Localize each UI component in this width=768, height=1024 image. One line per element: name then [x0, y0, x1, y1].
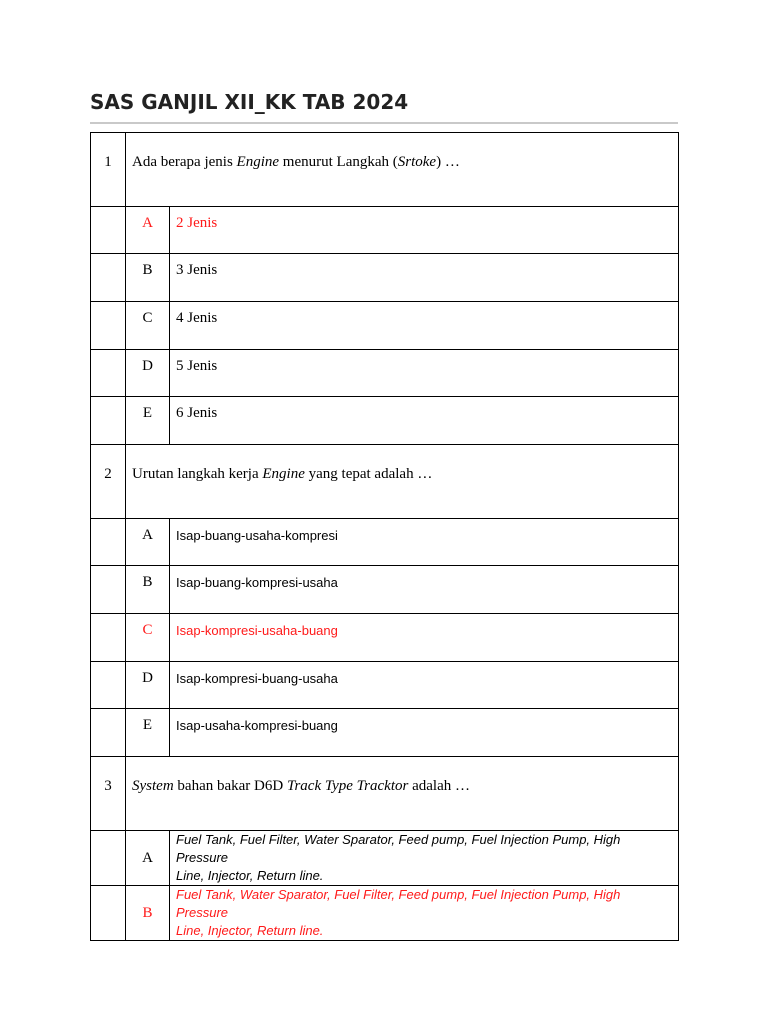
question-text: Urutan langkah kerja Engine yang tepat adalah … — [126, 445, 679, 519]
option-text: Isap-usaha-kompresi-buang — [170, 709, 679, 757]
question-table — [90, 132, 679, 941]
option-spacer — [91, 566, 126, 614]
question-text: Ada berapa jenis Engine menurut Langkah (Srtoke) … — [126, 133, 679, 207]
option-letter: A — [126, 519, 170, 566]
option-row — [91, 254, 679, 302]
option-letter: E — [126, 397, 170, 445]
option-letter: E — [126, 709, 170, 757]
option-row — [91, 397, 679, 445]
question-number: 3 — [91, 757, 126, 831]
option-text: 5 Jenis — [170, 350, 679, 397]
option-spacer — [91, 350, 126, 397]
question-number: 2 — [91, 445, 126, 519]
question-text: System bahan bakar D6D Track Type Tracktor adalah … — [126, 757, 679, 831]
question-row — [91, 133, 679, 207]
option-text: Isap-kompresi-usaha-buang — [170, 614, 679, 662]
option-row — [91, 709, 679, 757]
option-text: 6 Jenis — [170, 397, 679, 445]
option-text: 4 Jenis — [170, 302, 679, 350]
option-text: Isap-buang-kompresi-usaha — [170, 566, 679, 614]
option-spacer — [91, 207, 126, 254]
option-spacer — [91, 614, 126, 662]
option-spacer — [91, 831, 126, 886]
option-letter: B — [126, 886, 170, 941]
question-number: 1 — [91, 133, 126, 207]
option-spacer — [91, 886, 126, 941]
option-letter: A — [126, 207, 170, 254]
option-letter: B — [126, 566, 170, 614]
option-row — [91, 207, 679, 254]
option-spacer — [91, 397, 126, 445]
option-row — [91, 519, 679, 566]
option-letter: C — [126, 614, 170, 662]
option-text: 3 Jenis — [170, 254, 679, 302]
option-row — [91, 614, 679, 662]
option-letter: D — [126, 662, 170, 709]
option-text: Fuel Tank, Water Sparator, Fuel Filter, Feed pump, Fuel Injection Pump, High Pressure Line, Injector, Return line. — [170, 886, 679, 941]
option-text: Fuel Tank, Fuel Filter, Water Sparator, Feed pump, Fuel Injection Pump, High Pressure Line, Injector, Return line. — [170, 831, 679, 886]
option-spacer — [91, 519, 126, 566]
question-row — [91, 445, 679, 519]
title-divider — [90, 122, 678, 124]
option-letter: B — [126, 254, 170, 302]
option-letter: C — [126, 302, 170, 350]
option-row — [91, 566, 679, 614]
option-row — [91, 350, 679, 397]
option-row — [91, 831, 679, 886]
option-text: 2 Jenis — [170, 207, 679, 254]
option-spacer — [91, 254, 126, 302]
option-spacer — [91, 302, 126, 350]
option-spacer — [91, 709, 126, 757]
option-row — [91, 662, 679, 709]
question-row — [91, 757, 679, 831]
option-letter: A — [126, 831, 170, 886]
option-letter: D — [126, 350, 170, 397]
option-row — [91, 302, 679, 350]
document-title: SAS GANJIL XII_KK TAB 2024 — [90, 90, 409, 114]
option-text: Isap-buang-usaha-kompresi — [170, 519, 679, 566]
option-text: Isap-kompresi-buang-usaha — [170, 662, 679, 709]
option-spacer — [91, 662, 126, 709]
option-row — [91, 886, 679, 941]
